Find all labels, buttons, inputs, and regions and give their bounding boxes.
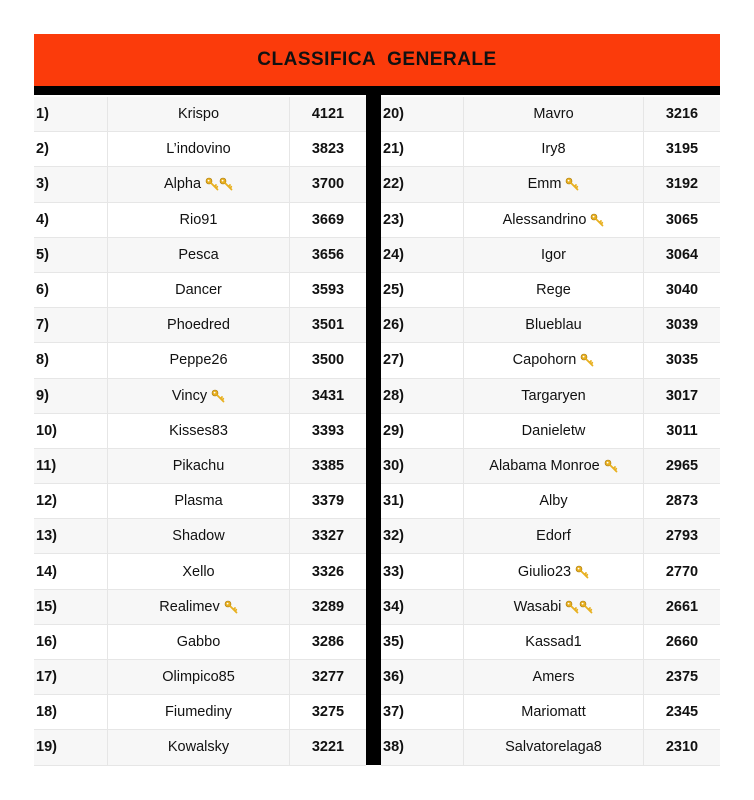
leaderboard-right-column	[381, 97, 720, 766]
player-name-cell	[108, 167, 290, 201]
key-badges	[565, 600, 593, 614]
table-row	[34, 730, 366, 765]
key-icon	[219, 177, 233, 191]
key-icon	[604, 459, 618, 473]
score-cell: 2873	[665, 493, 699, 510]
table-row	[381, 625, 720, 660]
table-row	[34, 343, 366, 378]
score-cell: 3216	[665, 106, 699, 123]
rank-cell: 11)	[34, 449, 108, 483]
score-cell: 3064	[665, 246, 699, 263]
rank-cell: 8)	[34, 343, 108, 377]
rank-cell: 14)	[34, 554, 108, 588]
player-name: Emm	[527, 176, 562, 193]
rank-cell: 35)	[381, 625, 464, 659]
rank-cell: 2)	[34, 132, 108, 166]
player-name: Alpha	[163, 176, 202, 193]
table-row	[34, 238, 366, 273]
player-name: Fiumediny	[165, 704, 232, 721]
player-name: Kisses83	[169, 422, 228, 439]
key-badges	[590, 213, 604, 227]
player-name-cell	[464, 379, 644, 413]
player-name: L’indovino	[166, 141, 231, 158]
player-name-cell	[464, 343, 644, 377]
rank-cell: 37)	[381, 695, 464, 729]
rank-cell: 26)	[381, 308, 464, 342]
score-cell: 3039	[665, 317, 699, 334]
key-icon	[575, 565, 589, 579]
player-name-cell	[464, 132, 644, 166]
player-name-cell	[108, 308, 290, 342]
rank-cell: 13)	[34, 519, 108, 553]
table-row	[34, 414, 366, 449]
rank-cell: 17)	[34, 660, 108, 694]
score-cell: 3823	[311, 141, 345, 158]
player-name-cell	[108, 449, 290, 483]
score-cell: 3065	[665, 211, 699, 228]
player-name-cell	[464, 308, 644, 342]
table-row	[34, 379, 366, 414]
player-name-cell	[464, 414, 644, 448]
table-row	[381, 660, 720, 695]
score-cell: 3656	[311, 246, 345, 263]
rank-cell: 18)	[34, 695, 108, 729]
table-row	[381, 414, 720, 449]
key-icon	[579, 600, 593, 614]
rank-cell: 36)	[381, 660, 464, 694]
player-name: Rege	[536, 282, 571, 299]
table-row	[381, 554, 720, 589]
player-name: Krispo	[177, 106, 220, 123]
score-cell: 3593	[311, 282, 345, 299]
rank-cell: 21)	[381, 132, 464, 166]
player-name: Danieletw	[521, 422, 586, 439]
table-row	[381, 449, 720, 484]
player-name-cell	[108, 238, 290, 272]
rank-cell: 5)	[34, 238, 108, 272]
score-cell: 3011	[666, 422, 698, 439]
player-name-cell	[464, 238, 644, 272]
score-cell: 3431	[311, 387, 345, 404]
score-cell: 3035	[665, 352, 699, 369]
score-cell: 2793	[665, 528, 699, 545]
rank-cell: 23)	[381, 203, 464, 237]
key-badges	[604, 459, 618, 473]
score-cell: 3700	[311, 176, 345, 193]
table-row	[381, 132, 720, 167]
title-banner	[34, 34, 720, 86]
table-row	[34, 449, 366, 484]
player-name-cell	[108, 554, 290, 588]
score-cell: 2770	[665, 563, 699, 580]
player-name-cell	[464, 730, 644, 764]
player-name-cell	[108, 132, 290, 166]
player-name-cell	[108, 590, 290, 624]
rank-cell: 25)	[381, 273, 464, 307]
score-cell: 2661	[665, 598, 699, 615]
table-row	[34, 625, 366, 660]
table-row	[34, 590, 366, 625]
rank-cell: 12)	[34, 484, 108, 518]
table-row	[34, 203, 366, 238]
score-cell: 2660	[665, 633, 699, 650]
key-icon	[205, 177, 219, 191]
player-name: Amers	[532, 669, 575, 686]
rank-cell: 6)	[34, 273, 108, 307]
rank-cell: 10)	[34, 414, 108, 448]
player-name: Vincy	[171, 387, 208, 404]
key-badges	[580, 353, 594, 367]
rank-cell: 4)	[34, 203, 108, 237]
rank-cell: 29)	[381, 414, 464, 448]
player-name-cell	[464, 167, 644, 201]
key-badges	[565, 177, 579, 191]
table-row	[34, 308, 366, 343]
player-name-cell	[108, 379, 290, 413]
table-row	[34, 519, 366, 554]
player-name: Targaryen	[521, 387, 586, 404]
player-name: Wasabi	[513, 598, 562, 615]
player-name-cell	[108, 484, 290, 518]
rank-cell: 22)	[381, 167, 464, 201]
score-cell: 3393	[311, 422, 345, 439]
player-name: Gabbo	[176, 633, 221, 650]
player-name-cell	[108, 343, 290, 377]
table-row	[34, 273, 366, 308]
table-row	[381, 730, 720, 765]
header-divider	[34, 86, 720, 95]
player-name-cell	[108, 97, 290, 131]
player-name: Mavro	[533, 106, 574, 123]
score-cell: 3017	[665, 387, 699, 404]
score-cell: 3501	[311, 317, 345, 334]
table-row	[34, 660, 366, 695]
player-name: Igor	[541, 246, 566, 263]
rank-cell: 38)	[381, 730, 464, 764]
player-name: Pikachu	[172, 457, 225, 474]
player-name-cell	[108, 625, 290, 659]
player-name-cell	[464, 519, 644, 553]
player-name-cell	[464, 695, 644, 729]
rank-cell: 33)	[381, 554, 464, 588]
player-name-cell	[108, 519, 290, 553]
score-cell: 3669	[311, 211, 345, 228]
player-name: Olimpico85	[162, 669, 235, 686]
table-row	[381, 590, 720, 625]
rank-cell: 15)	[34, 590, 108, 624]
score-cell: 3192	[665, 176, 699, 193]
key-badges	[205, 177, 233, 191]
rank-cell: 1)	[34, 97, 108, 131]
table-row	[34, 695, 366, 730]
player-name-cell	[464, 590, 644, 624]
player-name-cell	[464, 625, 644, 659]
score-cell: 3385	[311, 457, 345, 474]
score-cell: 3289	[311, 598, 345, 615]
player-name: Dancer	[175, 282, 222, 299]
column-divider	[366, 95, 381, 765]
table-row	[381, 273, 720, 308]
key-icon	[590, 213, 604, 227]
player-name: Rio91	[179, 211, 218, 228]
rank-cell: 28)	[381, 379, 464, 413]
key-badges	[575, 565, 589, 579]
player-name-cell	[108, 414, 290, 448]
player-name: Mariomatt	[521, 704, 586, 721]
rank-cell: 30)	[381, 449, 464, 483]
player-name: Shadow	[172, 528, 225, 545]
table-row	[381, 343, 720, 378]
player-name-cell	[464, 97, 644, 131]
player-name: Blueblau	[525, 317, 582, 334]
score-cell: 3195	[665, 141, 699, 158]
key-icon	[211, 389, 225, 403]
table-row	[381, 203, 720, 238]
score-cell: 2310	[665, 739, 699, 756]
table-row	[381, 379, 720, 414]
player-name: Alabama Monroe	[489, 457, 600, 474]
score-cell: 3327	[311, 528, 345, 545]
key-badges	[211, 389, 225, 403]
rank-cell: 27)	[381, 343, 464, 377]
rank-cell: 32)	[381, 519, 464, 553]
rank-cell: 34)	[381, 590, 464, 624]
score-cell: 2345	[665, 704, 699, 721]
player-name-cell	[464, 554, 644, 588]
key-icon	[565, 600, 579, 614]
page-title: CLASSIFICA GENERALE	[257, 49, 497, 70]
player-name: Kowalsky	[167, 739, 230, 756]
player-name: Capohorn	[512, 352, 577, 369]
player-name-cell	[108, 660, 290, 694]
key-icon	[224, 600, 238, 614]
table-row	[381, 308, 720, 343]
score-cell: 3326	[311, 563, 345, 580]
player-name: Realimev	[159, 598, 220, 615]
player-name: Pesca	[178, 246, 219, 263]
player-name: Alessandrino	[502, 211, 587, 228]
player-name-cell	[108, 273, 290, 307]
table-row	[34, 484, 366, 519]
player-name-cell	[108, 695, 290, 729]
rank-cell: 3)	[34, 167, 108, 201]
score-cell: 2965	[665, 457, 699, 474]
player-name-cell	[464, 660, 644, 694]
table-row	[34, 132, 366, 167]
table-row	[381, 519, 720, 554]
score-cell: 3500	[311, 352, 345, 369]
player-name-cell	[108, 730, 290, 764]
player-name-cell	[464, 484, 644, 518]
key-icon	[580, 353, 594, 367]
player-name: Edorf	[536, 528, 571, 545]
player-name-cell	[464, 273, 644, 307]
player-name-cell	[464, 203, 644, 237]
table-row	[34, 554, 366, 589]
player-name-cell	[464, 449, 644, 483]
rank-cell: 31)	[381, 484, 464, 518]
rank-cell: 24)	[381, 238, 464, 272]
player-name: Iry8	[541, 141, 566, 158]
key-icon	[565, 177, 579, 191]
table-row	[381, 238, 720, 273]
score-cell: 3277	[311, 669, 345, 686]
player-name: Peppe26	[169, 352, 228, 369]
score-cell: 3286	[311, 633, 345, 650]
player-name: Giulio23	[517, 563, 572, 580]
table-row	[381, 484, 720, 519]
player-name-cell	[108, 203, 290, 237]
score-cell: 3221	[311, 739, 345, 756]
score-cell: 3275	[311, 704, 345, 721]
player-name: Xello	[182, 563, 215, 580]
leaderboard-left-column	[34, 97, 366, 766]
table-row	[34, 97, 366, 132]
score-cell: 4121	[311, 106, 345, 123]
key-badges	[224, 600, 238, 614]
rank-cell: 7)	[34, 308, 108, 342]
player-name: Plasma	[174, 493, 223, 510]
score-cell: 2375	[665, 669, 699, 686]
rank-cell: 19)	[34, 730, 108, 764]
score-cell: 3379	[311, 493, 345, 510]
rank-cell: 9)	[34, 379, 108, 413]
rank-cell: 16)	[34, 625, 108, 659]
score-cell: 3040	[665, 282, 699, 299]
player-name: Phoedred	[167, 317, 230, 334]
table-row	[381, 695, 720, 730]
player-name: Kassad1	[525, 633, 582, 650]
player-name: Salvatorelaga8	[505, 739, 602, 756]
table-row	[381, 97, 720, 132]
table-row	[34, 167, 366, 202]
table-row	[381, 167, 720, 202]
rank-cell: 20)	[381, 97, 464, 131]
player-name: Alby	[539, 493, 568, 510]
